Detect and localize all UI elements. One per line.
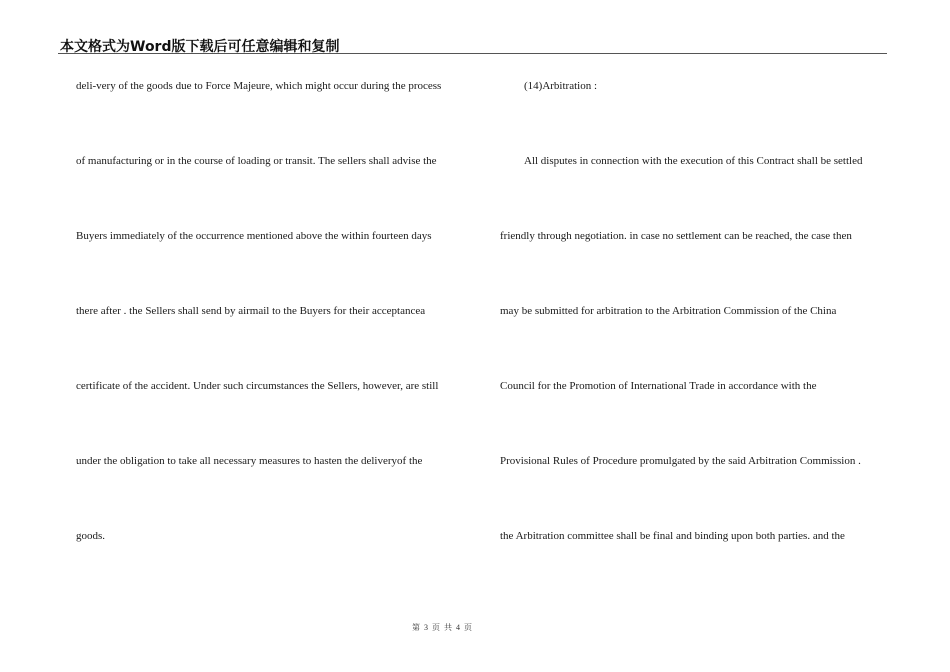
header-divider bbox=[58, 53, 887, 54]
text-line: All disputes in connection with the execution of this Contract shall be settled bbox=[524, 155, 863, 167]
text-line: deli-very of the goods due to Force Majeure, which might occur during the process bbox=[76, 80, 442, 92]
text-line: of manufacturing or in the course of loading or transit. The sellers shall advise the bbox=[76, 155, 437, 167]
text-line: there after . the Sellers shall send by airmail to the Buyers for their acceptancea bbox=[76, 305, 426, 317]
text-line: Provisional Rules of Procedure promulgated by the said Arbitration Commission . bbox=[500, 455, 861, 467]
text-line: may be submitted for arbitration to the Arbitration Commission of the China bbox=[500, 305, 837, 317]
text-line: goods. bbox=[76, 530, 106, 542]
text-line: friendly through negotiation. in case no settlement can be reached, the case then bbox=[500, 230, 852, 242]
text-line: certificate of the accident. Under such circumstances the Sellers, however, are still bbox=[76, 380, 439, 392]
text-line: Council for the Promotion of International Trade in accordance with the bbox=[500, 380, 817, 392]
text-line: under the obligation to take all necessary measures to hasten the deliveryof the bbox=[76, 455, 423, 467]
document-header-title: 本文格式为Word版下载后可任意编辑和复制 bbox=[60, 39, 340, 55]
text-line: Buyers immediately of the occurrence mentioned above the within fourteen days bbox=[76, 230, 432, 242]
section-heading-arbitration: (14)Arbitration : bbox=[524, 80, 598, 92]
text-line: the Arbitration committee shall be final and binding upon both parties. and the bbox=[500, 530, 845, 542]
page-number-footer: 第 3 页 共 4 页 bbox=[412, 623, 473, 632]
